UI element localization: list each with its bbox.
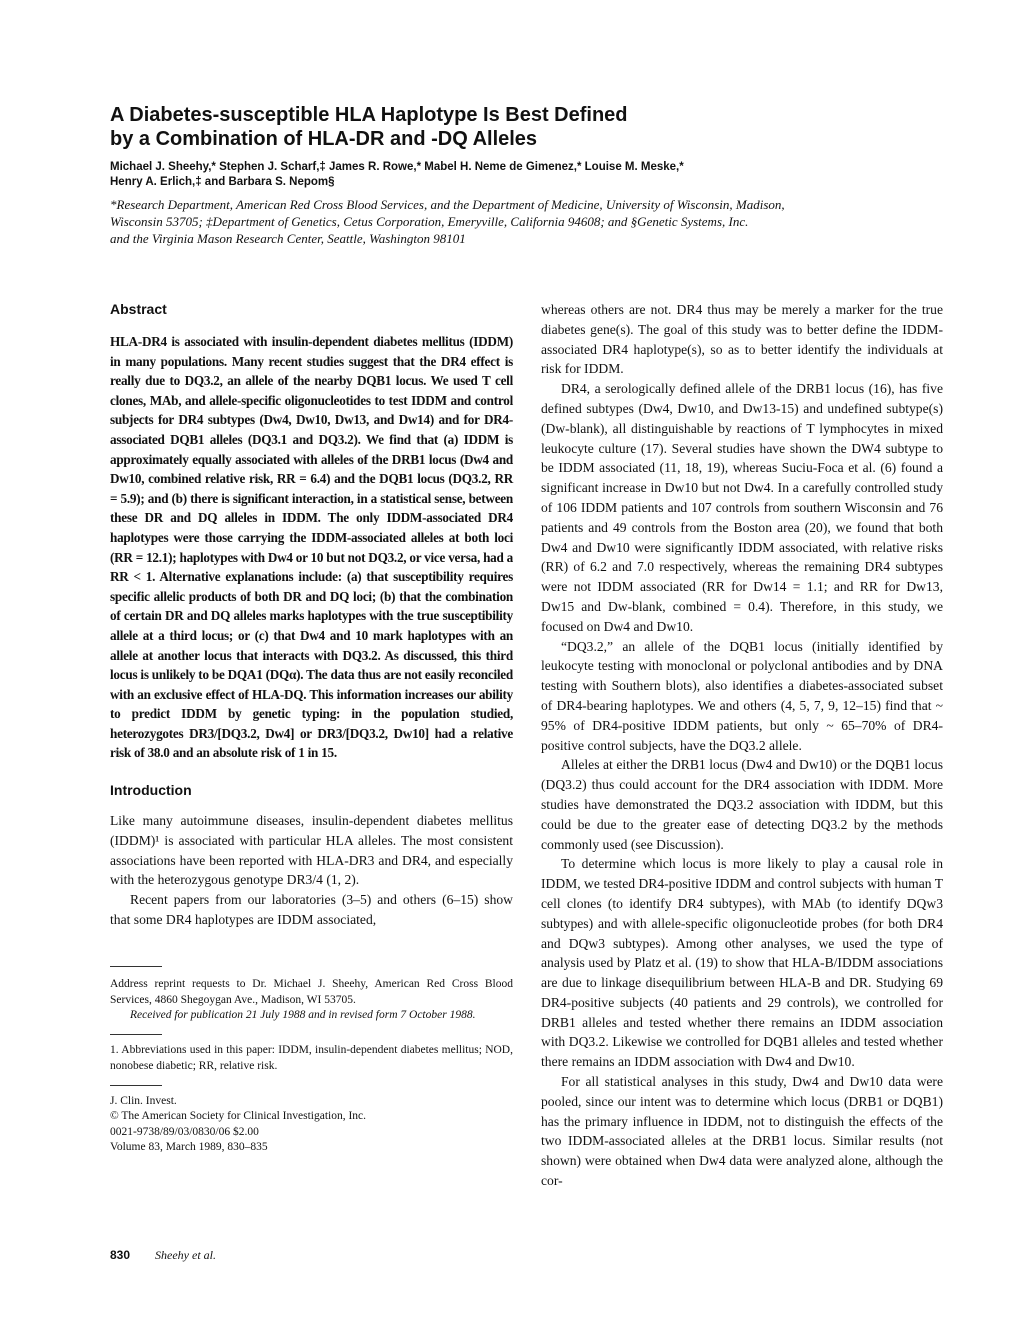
body-paragraph-2: DR4, a serologically defined allele of the DRB1 locus (16), has five defined subtypes (Dw4, Dw10, and Dw13-15) and undefined subtype(s) (Dw-blank), all distinguishable by reactions of T lymphocytes in mixed leukocyte culture (17). Several studies have shown the DW4 subtype to be IDDM associated (11, 18, 19), whereas Suciu-Foca et al. (6) found a significant increase in Dw10 but not Dw4. In a carefully controlled study of 106 IDDM patients and 107 controls from southern Wisconsin and 76 patients and 49 controls from the Boston area (20), we found that both Dw4 and Dw10 were significantly IDDM associated, with relative risks (RR) of 6.2 and 7.0 respectively, whereas the remaining DR4 subtypes were not IDDM associated (RR for Dw14 = 1.1; and RR for Dw13, Dw15 and Dw-blank, combined = 0.4). Therefore, in this study, we focused on Dw4 and Dw10.: [541, 381, 943, 634]
author-line-2: Henry A. Erlich,‡ and Barbara S. Nepom§: [110, 176, 335, 188]
publication-info: [110, 1094, 513, 1156]
page-footer: [110, 1248, 216, 1263]
journal-name: J. Clin. Invest.: [110, 1094, 177, 1107]
received-footnote: Received for publication 21 July 1988 and in revised form 7 October 1988.: [130, 1009, 476, 1022]
abstract-heading: Abstract: [110, 301, 167, 317]
body-paragraph-4: Alleles at either the DRB1 locus (Dw4 and Dw10) or the DQB1 locus (DQ3.2) thus could account for the DR4 association with IDDM. More studies have demonstrated the DQ3.2 association with IDDM, but this could be due to the greater ease of detecting DQ3.2 by the methods commonly used (see Discussion).: [541, 757, 943, 852]
intro-paragraph-1: Like many autoimmune diseases, insulin-dependent diabetes mellitus (IDDM)¹ is associated with particular HLA alleles. The most consistent associations have been reported with HLA-DR3 and DR4, and especially with the heterozygous genotype DR3/4 (1, 2).: [110, 813, 513, 888]
intro-paragraph-2: Recent papers from our laboratories (3–5) and others (6–15) show that some DR4 haplotypes are IDDM associated,: [110, 892, 513, 928]
article-title: [110, 103, 930, 151]
author-line-1: Michael J. Sheehy,* Stephen J. Scharf,‡ James R. Rowe,* Mabel H. Neme de Gimenez,* Louise M. Meske,*: [110, 161, 684, 173]
publication-divider: [110, 1085, 162, 1086]
body-paragraph-3: “DQ3.2,” an allele of the DQB1 locus (initially identified by leukocyte testing with monoclonal or polyclonal antibodies and by DNA testing with Southern blots), also identifies a diabetes-associated subset of DR4-bearing haplotypes. We and others (4, 5, 7, 9, 12–15) find that ~ 95% of DR4-positive IDDM patients, but only ~ 65–70% of DR4-positive control subjects, have the DQ3.2 allele.: [541, 638, 943, 753]
affiliation-line-1: *Research Department, American Red Cross Blood Services, and the Department of Medicine, University of Wisconsin, Madison,: [110, 197, 785, 212]
right-column: [541, 300, 943, 1191]
introduction-heading: Introduction: [110, 782, 192, 799]
abstract-text: HLA-DR4 is associated with insulin-dependent diabetes mellitus (IDDM) in many populations. Many recent studies suggest that the DR4 effect is really due to DQ3.2, an allele of the nearby DQB1 locus. We used T cell clones, MAb, and allele-specific oligonucleotides to test IDDM and control subjects for DR4 subtypes (Dw4, Dw10, Dw13, and Dw14) and for DR4-associated DQB1 alleles (DQ3.1 and DQ3.2). We find that (a) IDDM is approximately equally associated with alleles of the DRB1 locus (Dw4 and Dw10, combined relative risk, RR = 6.4) and the DQB1 locus (DQ3.2, RR = 5.9); and (b) there is significant interaction, in a statistical sense, between these DR and DQ alleles in IDDM. The only IDDM-associated DR4 haplotypes were those carrying the IDDM-associated alleles at both loci (RR = 12.1); haplotypes with Dw4 or 10 but not DQ3.2, or vice versa, had a RR < 1. Alternative explanations include: (a) that susceptibility requires specific allelic products of both DR and DQ loci; (b) that the combination of certain DR and DQ alleles marks haplotypes with the true susceptibility allele at a third locus; or (c) that Dw4 and 10 mark haplotypes with an allele at another locus that interacts with DQ3.2. As discussed, this third locus is unlikely to be DQA1 (DQα). The data thus are not easily reconciled with an exclusive effect of HLA-DQ. This information increases our ability to predict IDDM by genetic typing: in the population studied, heterozygotes DR3/[DQ3.2, Dw4] or DR3/[DQ3.2, Dw10] had a relative risk of 38.0 and an absolute risk of 1 in 15.: [110, 334, 513, 761]
affiliations: [110, 196, 940, 247]
article-title-line-2: by a Combination of HLA-DR and -DQ Alleles: [110, 128, 538, 150]
author-list: [110, 160, 940, 190]
affiliation-line-3: and the Virginia Mason Research Center, Seattle, Washington 98101: [110, 231, 466, 246]
abbreviations-footnote: 1. Abbreviations used in this paper: IDDM, insulin-dependent diabetes mellitus; NOD, nonobese diabetic; RR, relative risk.: [110, 1044, 513, 1073]
body-paragraph-1: whereas others are not. DR4 thus may be merely a marker for the true diabetes gene(s). The goal of this study was to better define the IDDM-associated DR4 haplotype(s), so as to better identify the individuals at risk for IDDM.: [541, 302, 943, 377]
left-column: [110, 300, 513, 1156]
volume-line: Volume 83, March 1989, 830–835: [110, 1141, 268, 1154]
publication-code: 0021-9738/89/03/0830/06 $2.00: [110, 1125, 259, 1138]
footnote-divider: [110, 966, 162, 967]
abbreviation-divider: [110, 1034, 162, 1035]
page-number: 830: [110, 1248, 131, 1262]
article-title-line-1: A Diabetes-susceptible HLA Haplotype Is Best Defined: [110, 104, 628, 126]
running-author: Sheehy et al.: [155, 1248, 217, 1262]
body-paragraph-6: For all statistical analyses in this study, Dw4 and Dw10 data were pooled, since our intent was to determine which locus (DRB1 or DQB1) has the primary influence in IDDM, not to distinguish the effects of the two IDDM-associated alleles at the DRB1 locus. Similar results (not shown) were obtained when Dw4 data were analyzed alone, although the cor-: [541, 1074, 943, 1189]
affiliation-line-2: Wisconsin 53705; ‡Department of Genetics, Cetus Corporation, Emeryville, California 94608; and §Genetic Systems, Inc.: [110, 214, 749, 229]
body-paragraph-5: To determine which locus is more likely to play a causal role in IDDM, we tested DR4-positive IDDM and control subjects with human T cell clones (to identify DR4 subtypes), with MAb (to identify DQw3 subtypes) and with allele-specific oligonucleotide probes (for both DR4 and DQw3 subtypes). Among other analyses, we used the type of analysis used by Platz et al. (19) to show that HLA-B/IDDM associations are due to linkage disequilibrium between HLA-B and DR. Studying 69 DR4-positive subjects (40 patients and 29 controls), we controlled for DRB1 alleles and tested whether there remains an IDDM association with DQ3.2. Likewise we controlled for DQB1 alleles and tested whether there remains an IDDM association with Dw4 and Dw10.: [541, 856, 943, 1070]
address-footnote: Address reprint requests to Dr. Michael J. Sheehy, American Red Cross Blood Services, 4860 Shegoygan Ave., Madison, WI 53705.: [110, 977, 513, 1006]
copyright-line: © The American Society for Clinical Investigation, Inc.: [110, 1110, 367, 1123]
